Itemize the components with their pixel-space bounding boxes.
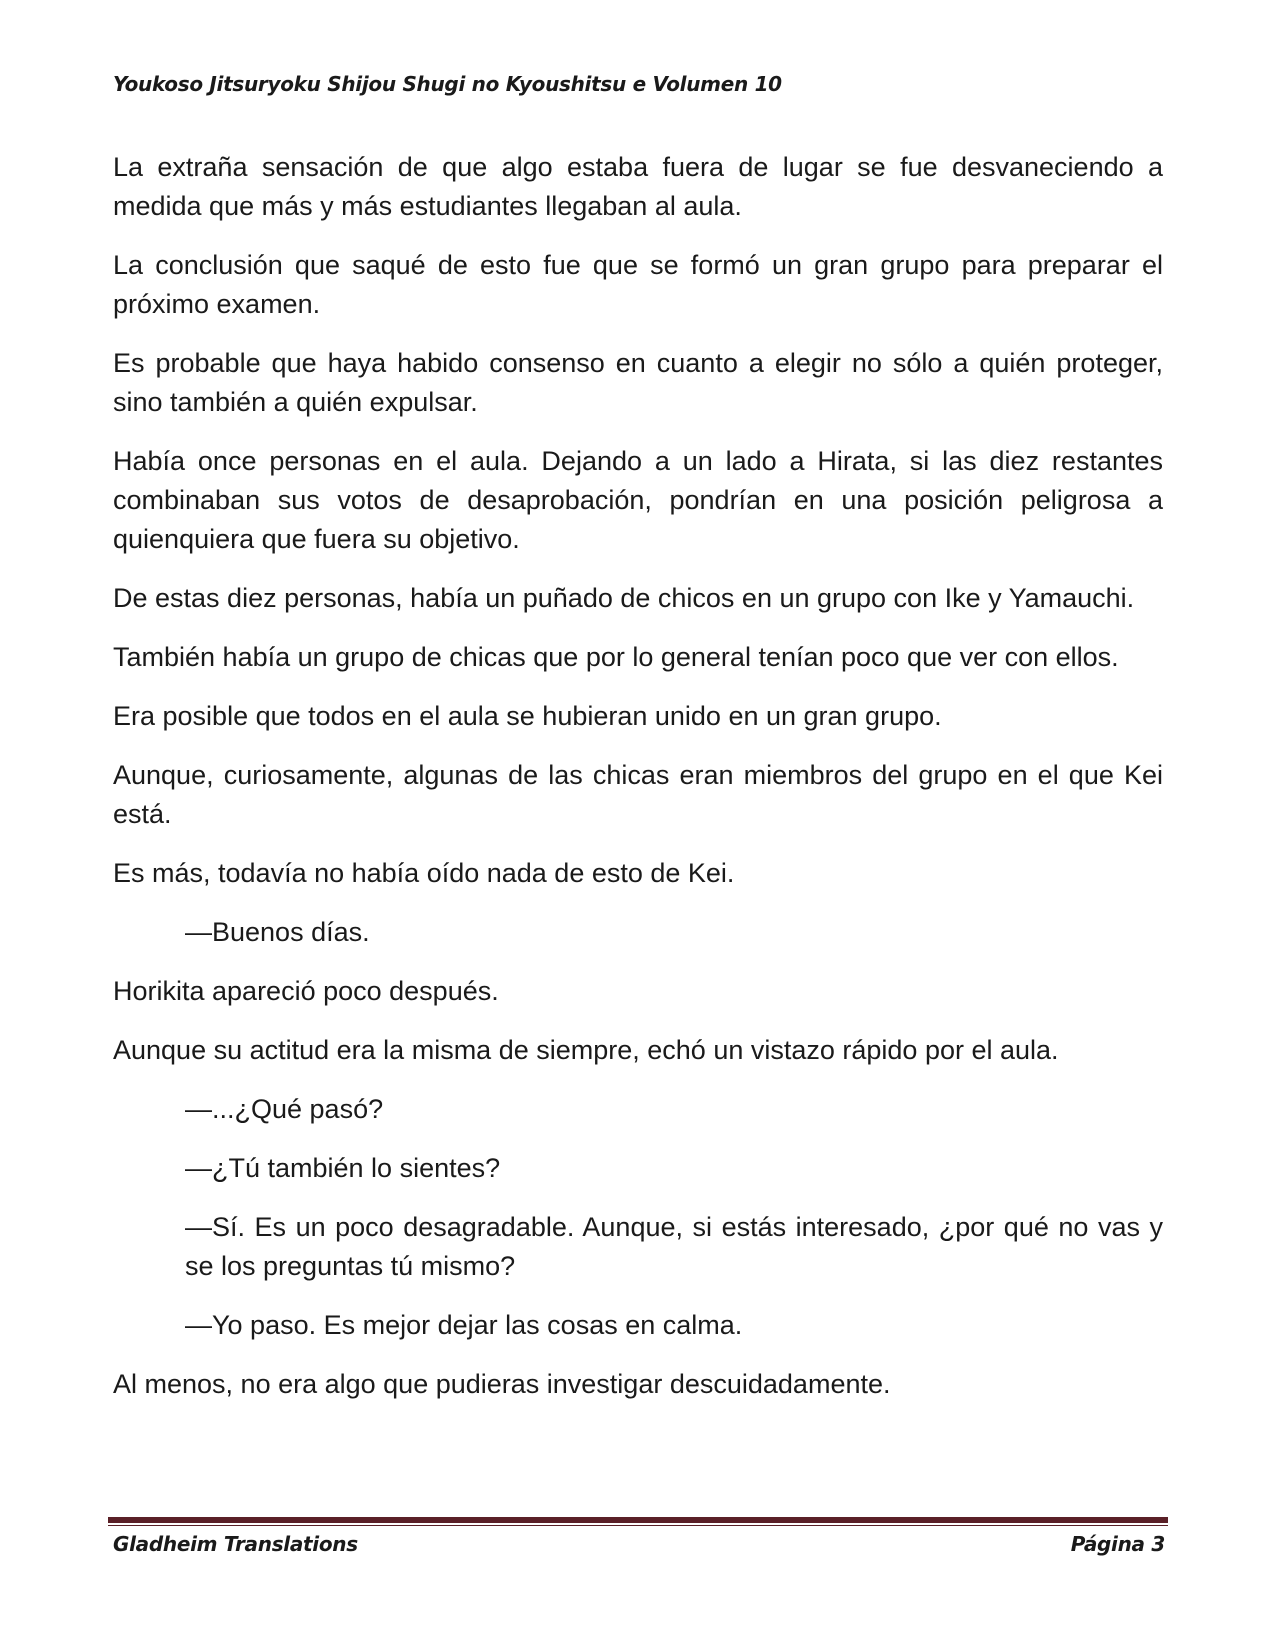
footer-publisher: Gladheim Translations (113, 1532, 358, 1556)
paragraph: De estas diez personas, había un puñado de chicos en un grupo con Ike y Yamauchi. (113, 583, 1135, 613)
paragraph: Aunque su actitud era la misma de siempre, echó un vistazo rápido por el aula. (113, 1035, 1059, 1065)
paragraph: También había un grupo de chicas que por lo general tenían poco que ver con ellos. (113, 642, 1119, 672)
dialogue-paragraph: —Sí. Es un poco desagradable. Aunque, si estás interesado, ¿por qué no vas y se los preguntas tú mismo? (185, 1212, 1163, 1281)
paragraph: Horikita apareció poco después. (113, 976, 499, 1006)
paragraph: Había once personas en el aula. Dejando a un lado a Hirata, si las diez restantes combinaban sus votos de desaprobación, pondrían en una posición peligrosa a quienquiera que fuera su objetivo. (113, 446, 1163, 554)
page-header-title: Youkoso Jitsuryoku Shijou Shugi no Kyoushitsu e Volumen 10 (113, 72, 782, 96)
paragraph: Es más, todavía no había oído nada de esto de Kei. (113, 858, 735, 888)
paragraph: Al menos, no era algo que pudieras investigar descuidadamente. (113, 1369, 891, 1399)
dialogue-paragraph: —...¿Qué pasó? (185, 1094, 384, 1124)
paragraph: Es probable que haya habido consenso en cuanto a elegir no sólo a quién proteger, sino también a quién expulsar. (113, 348, 1163, 417)
footer-page-number: Página 3 (1070, 1532, 1165, 1556)
dialogue-paragraph: —Buenos días. (185, 917, 370, 947)
paragraph: Aunque, curiosamente, algunas de las chicas eran miembros del grupo en el que Kei está. (113, 760, 1163, 829)
footer-divider-thin (108, 1525, 1168, 1526)
paragraph: Era posible que todos en el aula se hubieran unido en un gran grupo. (113, 701, 942, 731)
dialogue-paragraph: —Yo paso. Es mejor dejar las cosas en calma. (185, 1310, 743, 1340)
paragraph: La conclusión que saqué de esto fue que se formó un gran grupo para preparar el próximo examen. (113, 250, 1163, 319)
document-body (113, 148, 1163, 1424)
paragraph: La extraña sensación de que algo estaba fuera de lugar se fue desvaneciendo a medida que más y más estudiantes llegaban al aula. (113, 152, 1163, 221)
footer-divider (108, 1517, 1168, 1523)
dialogue-paragraph: —¿Tú también lo sientes? (185, 1153, 501, 1183)
